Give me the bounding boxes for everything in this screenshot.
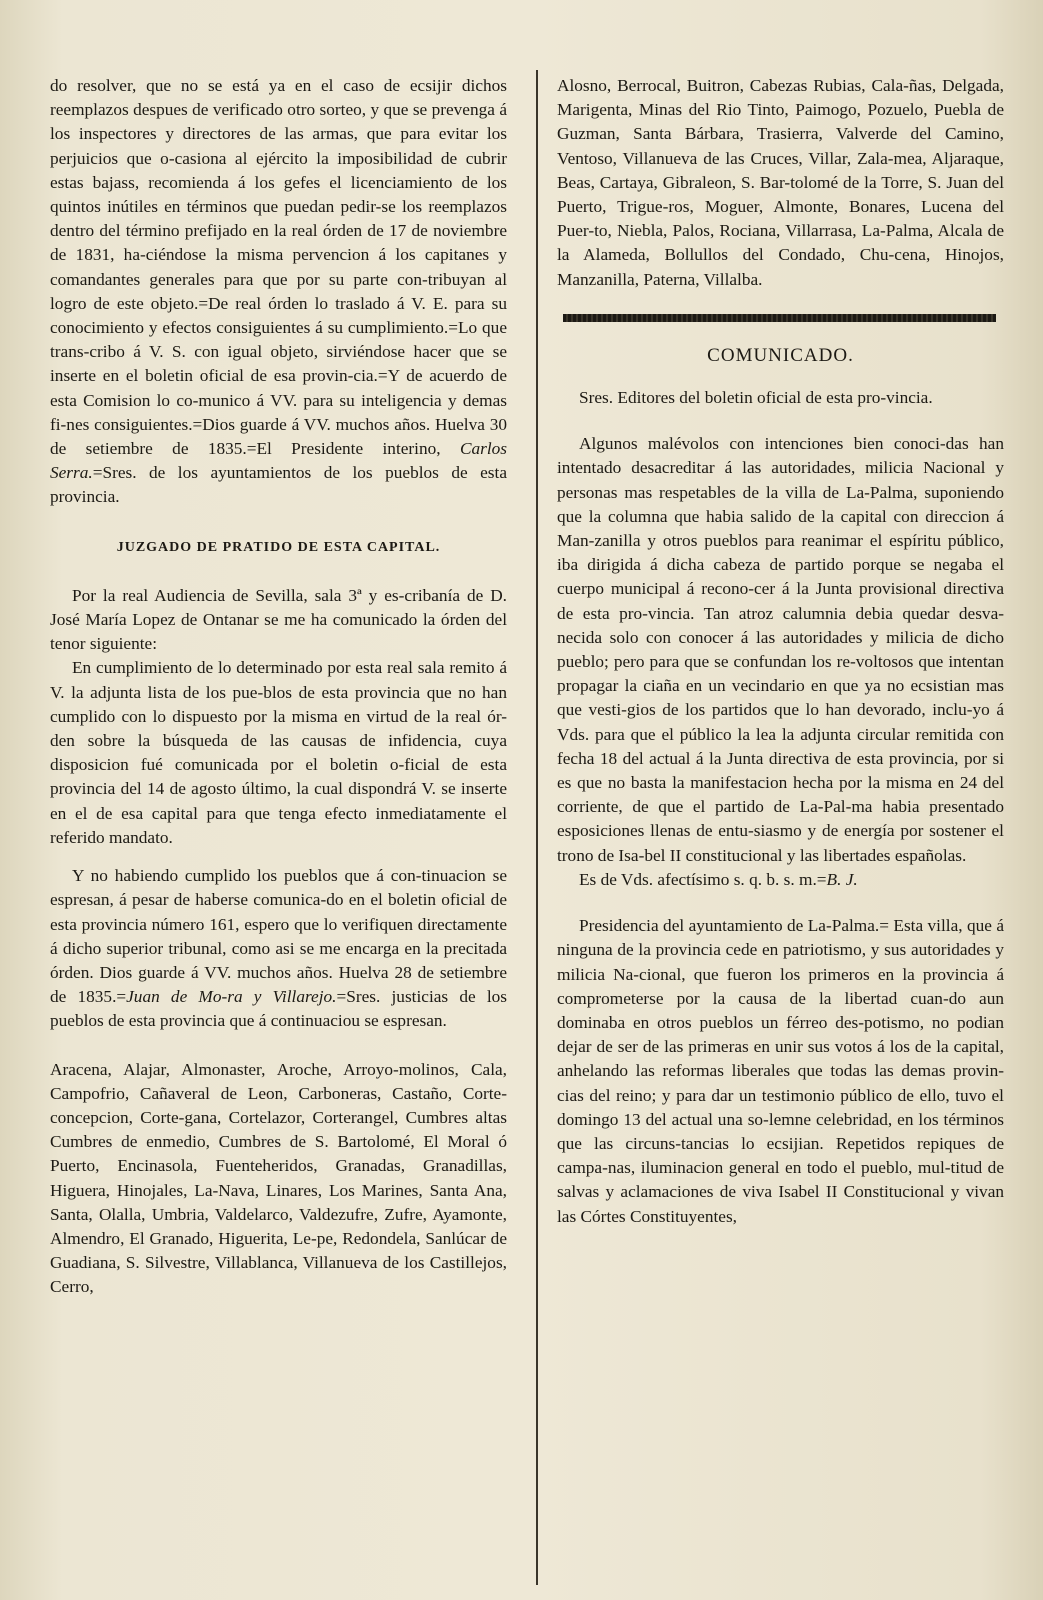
left-column [50, 74, 507, 1300]
right-column [557, 74, 1004, 1229]
royal-order-text [50, 74, 507, 510]
signature-b-j: B. J. [826, 869, 858, 889]
signature-carlos-serra: Carlos Serra. [50, 439, 507, 483]
juzgado-request-addressee: =Sres. justicias de los pueblos de esta provincia que á continuaciou se espresan. [50, 987, 508, 1031]
editors-salutation: Sres. Editores del boletin oficial de esta pro-vincia. [579, 388, 933, 408]
comunicado-body: Algunos malévolos con intenciones bien conoci-das han intentado desacreditar á las autoridades, milicia Nacional y personas mas respetables de la villa de La-Palma, suponiendo que la columna que habia salido de la capital con direccion á Man-zanilla y otros pueblos para reanimar el espíritu público, iba dirigida á dicha cabeza de partido porque se negaba el cuerpo municipal á recono-cer á la Junta provisional directiva de esta pro-vincia. Tan atroz calumnia debia quedar desva-necida solo con conocer á las autoridades y milicia de dicho pueblo; pero para que se confundan los re-voltosos que intentan propagar la ciaña en un vecindario en que ya no ecsistian mas que vesti-gios de los partidos que lo han devorado, inclu-yo á Vds. para que el público la lea la adjunta circular remitida con fecha 18 del actual á la Junta directiva de esta provincia, por si es que no basta la manifestacion hecha por la misma en 24 del corriente, de que el partido de La-Pal-ma habia presentado esposiciones llenas de entu-siasmo y de energía por sostener el trono de Isa-bel II constitucional y las libertades españolas. [557, 434, 1004, 865]
towns-list: Aracena, Alajar, Almonaster, Aroche, Arroyo-molinos, Cala, Campofrio, Cañaveral de Leon, Carboneras, Castaño, Corte-concepcion, Corte-gana, Cortelazor, Corterangel, Cumbres altas Cumbres de enmedio, Cumbres de S. Bartolomé, El Moral ó Puerto, Encinasola, Fuenteheridos, Granadas, Granadillas, Higuera, Hinojales, La-Nava, Linares, Los Marines, Santa Ana, Santa, Olalla, Umbria, Valdelarco, Valdezufre, Zufre, Ayamonte, Almendro, El Granado, Higuerita, Le-pe, Redondela, Sanlúcar de Guadiana, S. Silvestre, Villablanca, Villanueva de los Castillejos, Cerro, [50, 1059, 507, 1297]
juzgado-request [50, 864, 507, 1033]
royal-order-body: do resolver, que no se está ya en el caso de ecsijir dichos reemplazos despues de verificado otro sorteo, y que se prevenga á los inspectores y directores de las armas, que para evitar los perjuicios que o-casiona al ejército la imposibilidad de cubrir estas bajass, recomienda á los gefes el licenciamiento de los quintos inútiles en términos que puedan pedir-se los reemplazos dentro del término prefijado en la real órden de 17 de noviembre de 1831, ha-ciéndose la misma pervencion á los capitanes y comandantes generales para que por su parte con-tribuyan al logro de este objeto.=De real órden lo traslado á V. E. para su conocimiento y efectos consiguientes á su cumplimiento.=Lo que trans-cribo á V. S. con igual objeto, sirviéndose hacer que se inserte en el boletin oficial de esa provin-cia.=Y de acuerdo de esta Comision lo co-munico á VV. para su inteligencia y demas fi-nes consiguientes.=Dios guarde á VV. muchos años. Huelva 30 de setiembre de 1835.=El Presidente interino, [50, 76, 507, 459]
signature-juan-de-mora: Juan de Mo-ra y Villarejo. [126, 987, 337, 1007]
section-heading-comunicado: COMUNICADO. [707, 344, 854, 366]
column-divider [536, 70, 538, 1585]
audiencia-order: En cumplimiento de lo determinado por esta real sala remito á V. la adjunta lista de los pue-blos de esta provincia que no han cumplido con lo dispuesto por la misma en virtud de la real ór-den sobre la búsqueda de las causas de infidencia, cuya disposicion fué comunicada por el boletin o-ficial de esta provincia del 14 de agosto último, la cual dispondrá V. se inserte en el de esa capital para que tenga efecto inmediatamente el referido mandato. [50, 658, 507, 847]
royal-order-addressee: =Sres. de los ayuntamientos de los pueblos de esta provincia. [50, 463, 507, 507]
comunicado-closing [557, 868, 1004, 892]
closing-formula: Es de Vds. afectísimo s. q. b. s. m.= [579, 869, 827, 889]
la-palma-presidency: Presidencia del ayuntamiento de La-Palma.= Esta villa, que á ninguna de la provincia cede en patriotismo, y sus autoridades y milicia Na-cional, que fueron los primeros en la provincia á comprometerse por la causa de la libertad cuan-do aun dominaba en otros pueblos un férreo des-potismo, no podian dejar de ser de las primeras en unir sus votos á los de la capital, anhelando las reformas liberales que todas las demas provin-cias del reino; y para dar un testimonio público de ello, tuvo el domingo 13 del actual una so-lemne celebridad, en los términos que las circuns-tancias lo ecsijian. Repetidos repiques de campa-nas, iluminacion general en todo el pueblo, mul-titud de salvas y aclamaciones de viva Isabel II Constitucional y vivan las Córtes Constituyentes, [557, 916, 1004, 1226]
juzgado-request-body: Y no habiendo cumplido los pueblos que á con-tinuacion se espresan, á pesar de haberse comunica-do en el boletin oficial de esta provincia número 161, espero que lo verifiquen directamente á dicho superior tribunal, como asi se me encarga en la precitada órden. Dios guarde á VV. muchos años. Huelva 28 de setiembre de 1835.= [50, 866, 507, 1007]
section-heading-juzgado: JUZGADO DE PRATIDO DE ESTA CAPITAL. [116, 539, 441, 555]
towns-list-continued: Alosno, Berrocal, Buitron, Cabezas Rubias, Cala-ñas, Delgada, Marigenta, Minas del Rio Tinto, Paimogo, Pozuelo, Puebla de Guzman, Santa Bárbara, Trasierra, Valverde del Camino, Ventoso, Villanueva de las Cruces, Villar, Zala-mea, Aljaraque, Beas, Cartaya, Gibraleon, S. Bar-tolomé de la Torre, S. Juan del Puerto, Trigue-ros, Moguer, Almonte, Bonares, Lucena del Puer-to, Niebla, Palos, Rociana, Villarrasa, La-Palma, Alcala de la Alameda, Bollullos del Condado, Chu-cena, Hinojos, Manzanilla, Paterna, Villalba. [557, 76, 1004, 289]
ornamental-rule [563, 314, 996, 322]
audiencia-intro: Por la real Audiencia de Sevilla, sala 3ª y es-cribanía de D. José María Lopez de Ontanar se me ha comunicado la órden del tenor siguiente: [50, 585, 507, 654]
